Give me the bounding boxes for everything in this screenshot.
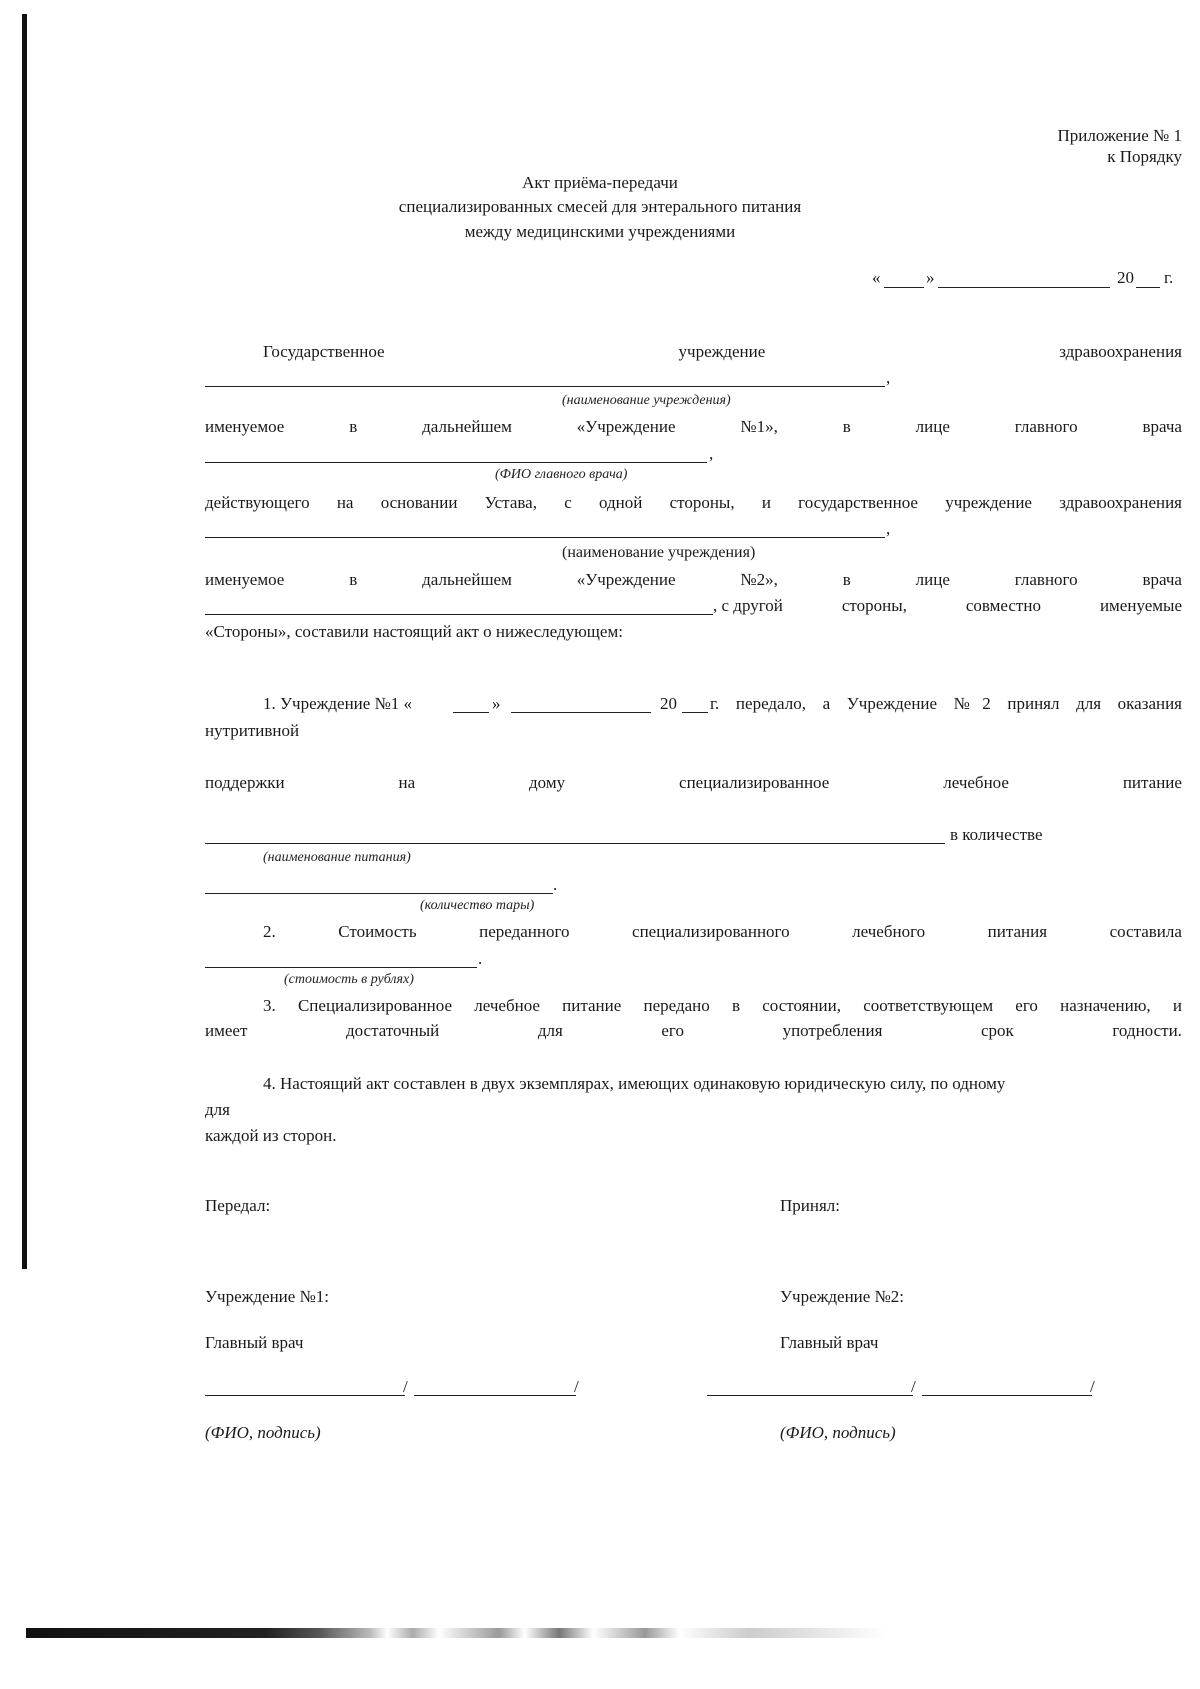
item3-line-1: 3. Специализированное лечебное питание передано в состоянии, соответствующем его назначению, и [263, 996, 1182, 1015]
head-doctor-1-blank [205, 462, 707, 463]
intro-word: именуемое [205, 417, 285, 436]
item4-line-2: для [205, 1100, 230, 1119]
item3-word: достаточный [345, 1021, 440, 1040]
date-year-suffix: г. [1164, 268, 1174, 287]
date-open-quote: « [872, 268, 881, 287]
item2-word: Стоимость [338, 922, 417, 941]
hint-institution-1: (наименование учреждения) [562, 393, 731, 408]
item1-word: поддержки [205, 773, 285, 792]
scan-bottom-artifact [26, 1628, 886, 1638]
item2-word: лечебного [852, 922, 926, 941]
item3-line-2 [205, 1021, 1182, 1041]
intro-word: в [842, 417, 851, 436]
item1-word: дому [529, 773, 566, 792]
item2-word: составила [1109, 922, 1182, 941]
intro-word: в [349, 417, 358, 436]
sender-hint: (ФИО, подпись) [205, 1423, 321, 1442]
sender-institution: Учреждение №1: [205, 1287, 330, 1306]
document-title-line-3: между медицинскими учреждениями [464, 222, 736, 241]
comma: , [886, 368, 891, 387]
intro-word: лице [915, 417, 950, 436]
item1-rest: г. передало, а Учреждение №2 принял для оказания [710, 694, 1182, 713]
period: . [553, 875, 558, 894]
item3-word: срок [980, 1021, 1014, 1040]
cost-blank [205, 967, 477, 968]
slash: / [403, 1377, 408, 1396]
intro-word: в [349, 570, 358, 589]
item2-word: специализированного [632, 922, 790, 941]
intro-word: главного [1014, 417, 1078, 436]
item3-word: его [661, 1021, 684, 1040]
appendix-label [900, 126, 1182, 167]
item1-word: специализированное [679, 773, 830, 792]
appendix-line-2: к Порядку [1107, 147, 1182, 166]
date-month-blank [938, 287, 1110, 288]
intro-word: совместно [965, 596, 1041, 615]
intro-word: стороны, [841, 596, 907, 615]
head-doctor-2-blank [205, 614, 713, 615]
item1-word: на [398, 773, 416, 792]
sender-role: Передал: [205, 1196, 271, 1215]
item3-word: имеет [205, 1021, 248, 1040]
slash: / [1090, 1377, 1095, 1396]
intro-word: врача [1142, 570, 1182, 589]
item1-month-blank [511, 712, 651, 713]
intro-word: врача [1142, 417, 1182, 436]
sender-signature-blank [414, 1395, 576, 1396]
receiver-position: Главный врач [780, 1333, 879, 1352]
intro-line-1 [263, 342, 1182, 362]
receiver-hint: (ФИО, подпись) [780, 1423, 896, 1442]
intro-word: в [842, 570, 851, 589]
date-close-quote: » [926, 268, 935, 287]
intro-word: здравоохранения [1059, 342, 1182, 361]
intro-line-9: «Стороны», составили настоящий акт о нижеследующем: [205, 622, 623, 641]
sender-position: Главный врач [205, 1333, 304, 1352]
comma: , [886, 519, 891, 538]
item4-line-1: 4. Настоящий акт составлен в двух экземплярах, имеющих одинаковую юридическую силу, по одному [263, 1074, 1006, 1093]
document-title-line-2: специализированных смесей для энтерального питания [398, 197, 802, 216]
intro-word: дальнейшем [422, 570, 512, 589]
document-title-line-1: Акт приёма-передачи [522, 173, 678, 192]
intro-word: , с другой [713, 596, 783, 615]
hint-institution-2: (наименование учреждения) [562, 544, 756, 561]
intro-word: №1», [740, 417, 778, 436]
item1-word: лечебное [943, 773, 1009, 792]
hint-head-doctor: (ФИО главного врача) [495, 467, 628, 482]
intro-line-7 [205, 570, 1182, 590]
slash: / [574, 1377, 579, 1396]
item1-line-3 [205, 773, 1182, 793]
food-name-blank [205, 843, 945, 844]
item3-word: для [537, 1021, 563, 1040]
item1-quote-close: » [492, 694, 501, 713]
sender-name-blank [205, 1395, 405, 1396]
item2-word: 2. [263, 922, 276, 941]
intro-word: именуемые [1099, 596, 1182, 615]
intro-word: именуемое [205, 570, 285, 589]
intro-line-8 [713, 596, 1182, 616]
comma: , [709, 444, 714, 463]
hint-cost: (стоимость в рублях) [284, 972, 414, 987]
hint-package-qty: (количество тары) [420, 898, 535, 913]
item2-word: питания [987, 922, 1048, 941]
receiver-institution: Учреждение №2: [780, 1287, 905, 1306]
appendix-line-1: Приложение № 1 [1057, 126, 1182, 145]
in-quantity-label: в количестве [950, 825, 1043, 844]
institution-1-blank [205, 386, 885, 387]
item3-word: употребления [782, 1021, 883, 1040]
item4-line-3: каждой из сторон. [205, 1126, 337, 1145]
item3-word: годности. [1112, 1021, 1182, 1040]
item1-year-prefix: 20 [660, 694, 677, 713]
receiver-role: Принял: [780, 1196, 840, 1215]
intro-word: дальнейшем [422, 417, 512, 436]
intro-word: «Учреждение [576, 570, 676, 589]
date-year-blank [1136, 287, 1160, 288]
intro-word: главного [1014, 570, 1078, 589]
period: . [478, 949, 483, 968]
intro-word: №2», [740, 570, 778, 589]
item1-line-2: нутритивной [205, 721, 300, 740]
intro-word: лице [915, 570, 950, 589]
date-day-blank [884, 287, 924, 288]
item1-word: питание [1122, 773, 1182, 792]
package-qty-blank [205, 893, 553, 894]
item2-line-1 [263, 922, 1182, 942]
receiver-signature-blank [922, 1395, 1092, 1396]
intro-line-5: действующего на основании Устава, с одной стороны, и государственное учреждение здравоохранения [205, 493, 1182, 512]
receiver-name-blank [707, 1395, 913, 1396]
slash: / [911, 1377, 916, 1396]
intro-word: Государственное [263, 342, 385, 361]
item2-word: переданного [479, 922, 570, 941]
intro-word: «Учреждение [576, 417, 676, 436]
intro-line-3 [205, 417, 1182, 437]
institution-2-blank [205, 537, 885, 538]
item1-day-blank [453, 712, 489, 713]
item1-year-blank [682, 712, 708, 713]
hint-food-name: (наименование питания) [263, 850, 411, 865]
date-year-prefix: 20 [1117, 268, 1134, 287]
item1-start: 1. Учреждение №1 « [263, 694, 413, 713]
intro-word: учреждение [678, 342, 766, 361]
